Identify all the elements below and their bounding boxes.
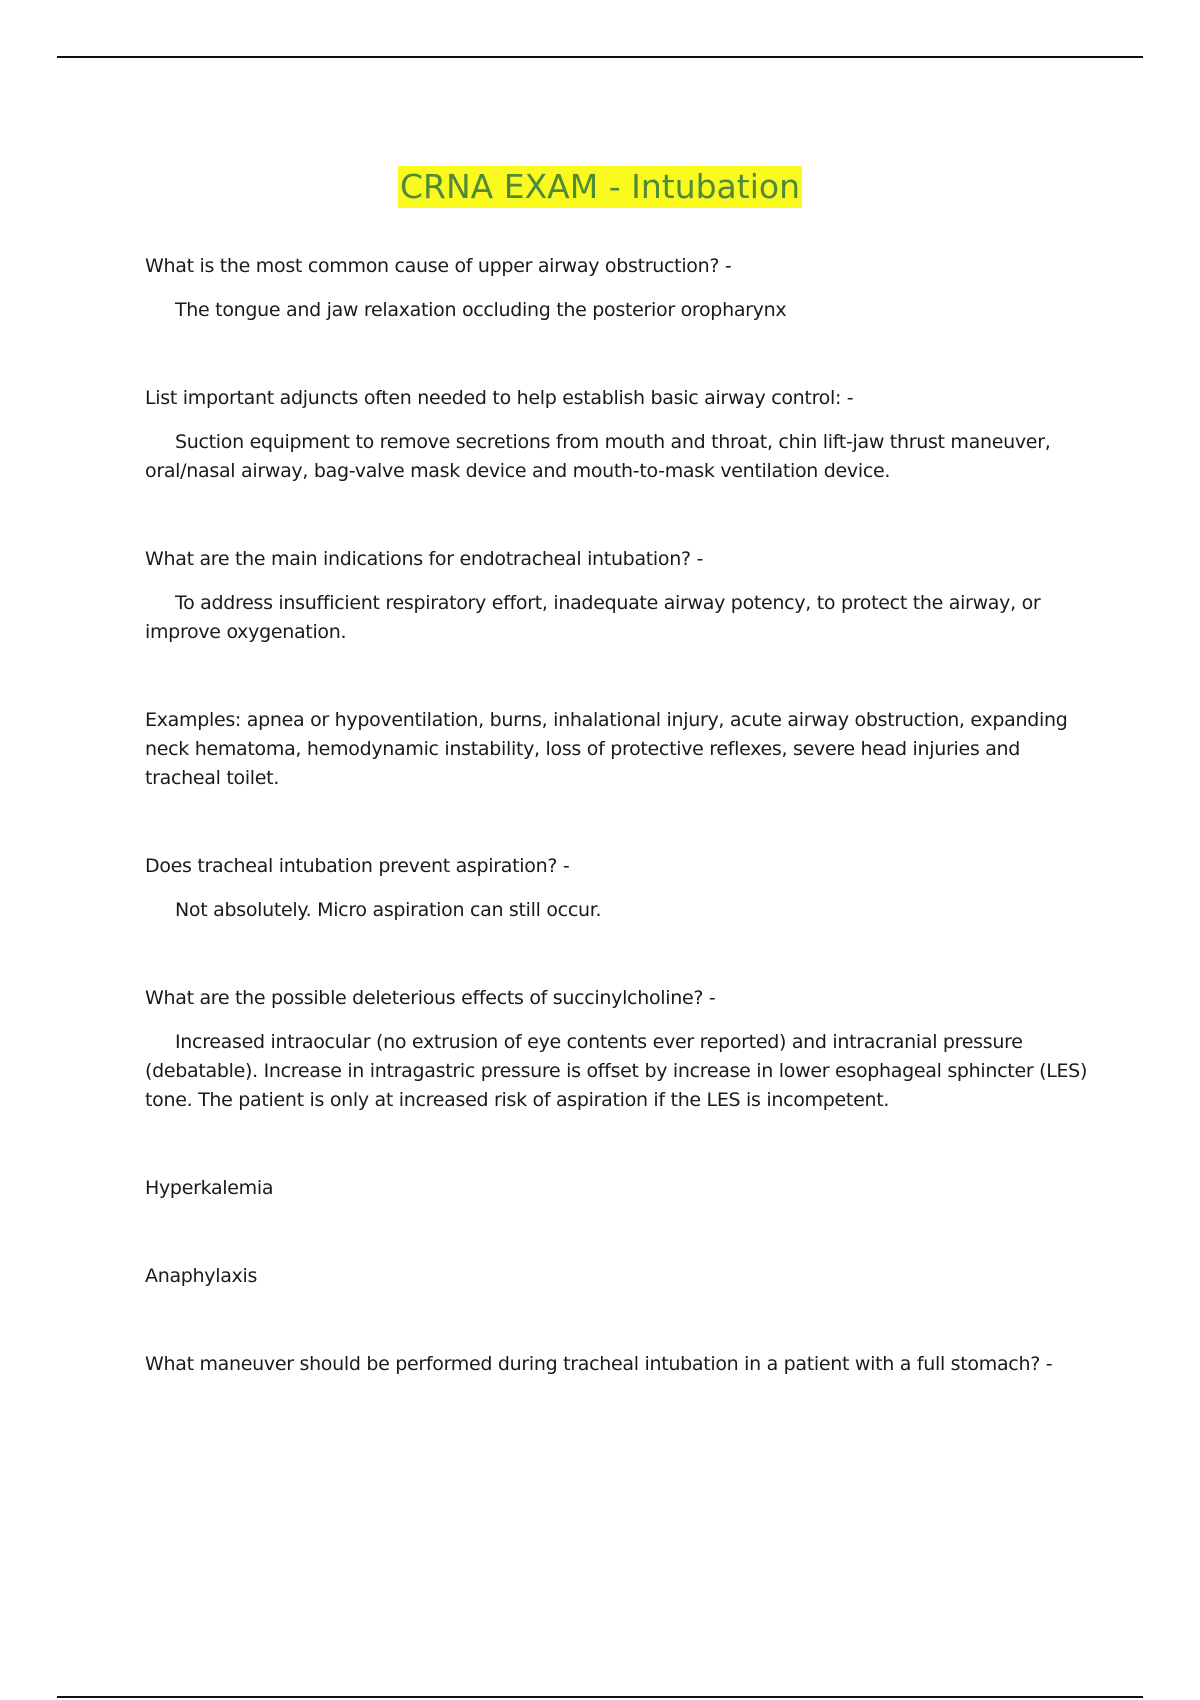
answer-3: To address insufficient respiratory effort, inadequate airway potency, to protect the airway, or improve oxygenation. <box>145 592 1041 643</box>
question-5: What are the possible deleterious effects of succinylcholine? - <box>145 987 716 1009</box>
question-3: What are the main indications for endotracheal intubation? - <box>145 548 704 570</box>
question-4: Does tracheal intubation prevent aspiration? - <box>145 855 570 877</box>
question-1: What is the most common cause of upper airway obstruction? - <box>145 255 732 277</box>
anaphylaxis-item: Anaphylaxis <box>145 1265 258 1287</box>
answer-4: Not absolutely. Micro aspiration can still occur. <box>175 899 602 921</box>
document-title: CRNA EXAM - Intubation <box>400 167 800 206</box>
examples-paragraph: Examples: apnea or hypoventilation, burns, inhalational injury, acute airway obstruction, expanding neck hematoma, hemodynamic instability, loss of protective reflexes, severe head injuries and tracheal toilet. <box>145 709 1068 789</box>
question-2: List important adjuncts often needed to help establish basic airway control: - <box>145 387 854 409</box>
title-container <box>0 166 1200 208</box>
footer-rule <box>57 1696 1143 1698</box>
document-body <box>145 252 1095 1394</box>
answer-2: Suction equipment to remove secretions from mouth and throat, chin lift-jaw thrust maneuver, oral/nasal airway, bag-valve mask device and mouth-to-mask ventilation device. <box>145 431 1051 482</box>
hyperkalemia-item: Hyperkalemia <box>145 1177 274 1199</box>
answer-5: Increased intraocular (no extrusion of eye contents ever reported) and intracranial pressure (debatable). Increase in intragastric pressure is offset by increase in lower esophageal sphincter (LES) tone. The patient is only at increased risk of aspiration if the LES is incompetent. <box>145 1031 1088 1111</box>
header-rule <box>57 56 1143 58</box>
question-6: What maneuver should be performed during tracheal intubation in a patient with a full stomach? - <box>145 1353 1053 1375</box>
answer-1: The tongue and jaw relaxation occluding the posterior oropharynx <box>175 299 787 321</box>
